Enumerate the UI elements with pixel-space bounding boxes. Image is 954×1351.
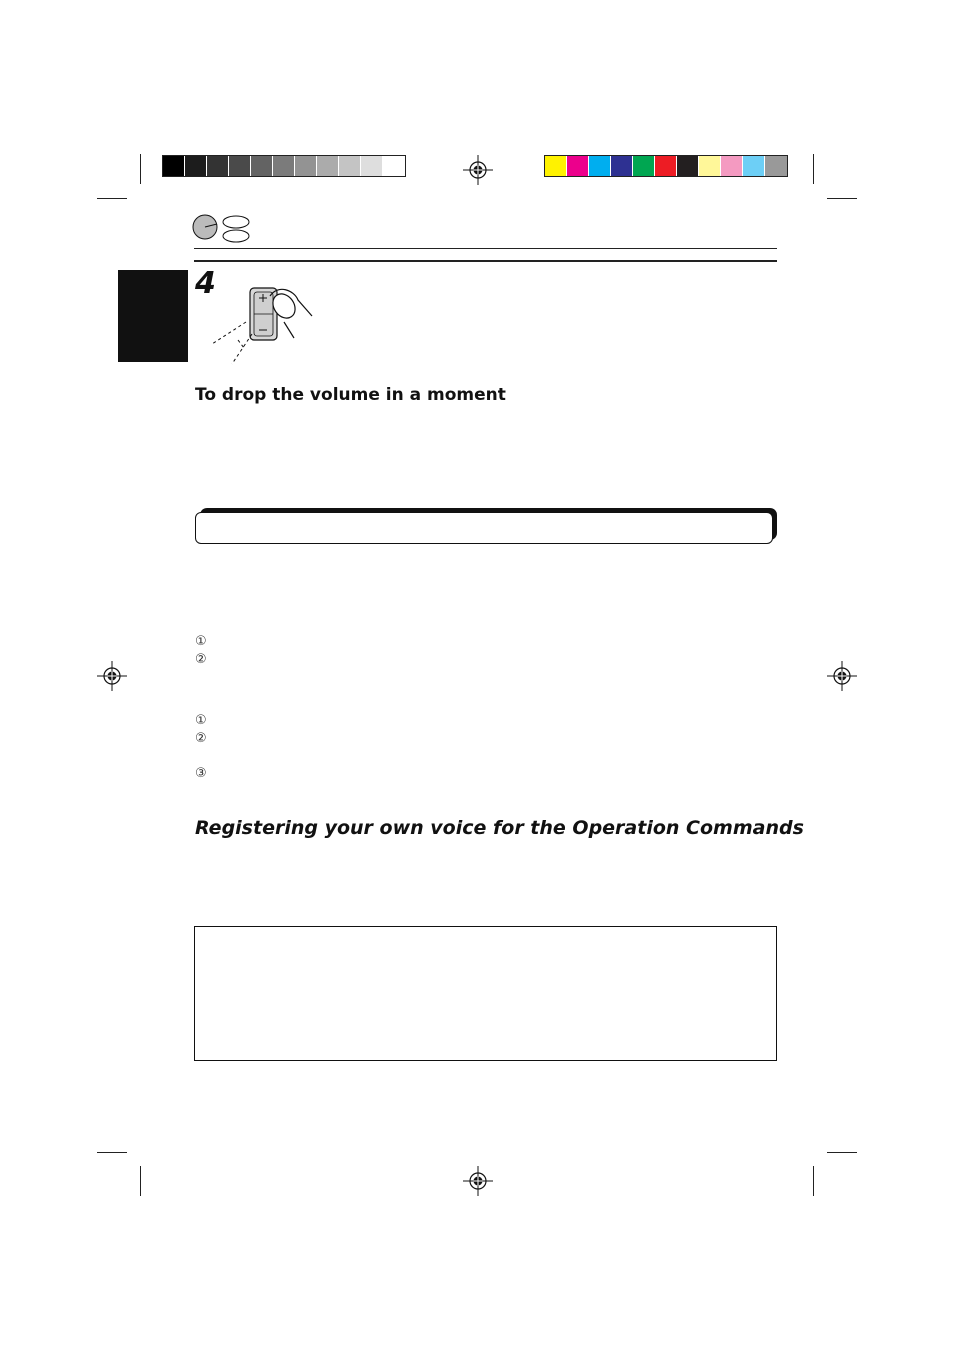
crop-mark xyxy=(827,198,857,199)
grayscale-swatch xyxy=(229,156,251,176)
grayscale-swatch xyxy=(383,156,405,176)
list-marker: ③ xyxy=(195,766,207,781)
color-swatch xyxy=(633,156,655,176)
crop-mark xyxy=(813,154,814,184)
registration-mark-icon xyxy=(463,155,493,185)
volume-button-press-icon xyxy=(208,282,318,367)
grayscale-swatch xyxy=(207,156,229,176)
color-calibration-bar xyxy=(544,155,788,177)
grayscale-calibration-bar xyxy=(162,155,406,177)
crop-mark xyxy=(97,1152,127,1153)
list-marker: ① xyxy=(195,713,207,728)
color-swatch xyxy=(721,156,743,176)
grayscale-swatch xyxy=(273,156,295,176)
step-number: 4 xyxy=(195,266,216,301)
grayscale-swatch xyxy=(317,156,339,176)
color-swatch xyxy=(611,156,633,176)
registration-mark-icon xyxy=(827,661,857,691)
note-box xyxy=(194,926,777,1061)
grayscale-swatch xyxy=(295,156,317,176)
color-swatch xyxy=(743,156,765,176)
crop-mark xyxy=(97,198,127,199)
crop-mark xyxy=(827,1152,857,1153)
header-rule xyxy=(194,248,777,249)
section-title-bar xyxy=(195,512,773,544)
header-rule-thick xyxy=(194,260,777,262)
color-swatch xyxy=(677,156,699,176)
side-tab xyxy=(118,270,188,362)
color-swatch xyxy=(765,156,787,176)
list-marker: ② xyxy=(195,731,207,746)
grayscale-swatch xyxy=(339,156,361,176)
grayscale-swatch xyxy=(361,156,383,176)
crop-mark xyxy=(140,154,141,184)
list-marker: ② xyxy=(195,652,207,667)
registration-mark-icon xyxy=(97,661,127,691)
grayscale-swatch xyxy=(163,156,185,176)
color-swatch xyxy=(567,156,589,176)
grayscale-swatch xyxy=(185,156,207,176)
grayscale-swatch xyxy=(251,156,273,176)
registration-mark-icon xyxy=(463,1166,493,1196)
crop-mark xyxy=(813,1166,814,1196)
crop-mark xyxy=(140,1166,141,1196)
color-swatch xyxy=(589,156,611,176)
color-swatch xyxy=(655,156,677,176)
color-swatch xyxy=(545,156,567,176)
color-swatch xyxy=(699,156,721,176)
list-marker: ① xyxy=(195,634,207,649)
section-heading: Registering your own voice for the Operation Commands xyxy=(195,817,804,839)
voice-command-icon xyxy=(192,212,252,244)
subheading-drop-volume: To drop the volume in a moment xyxy=(195,385,506,405)
